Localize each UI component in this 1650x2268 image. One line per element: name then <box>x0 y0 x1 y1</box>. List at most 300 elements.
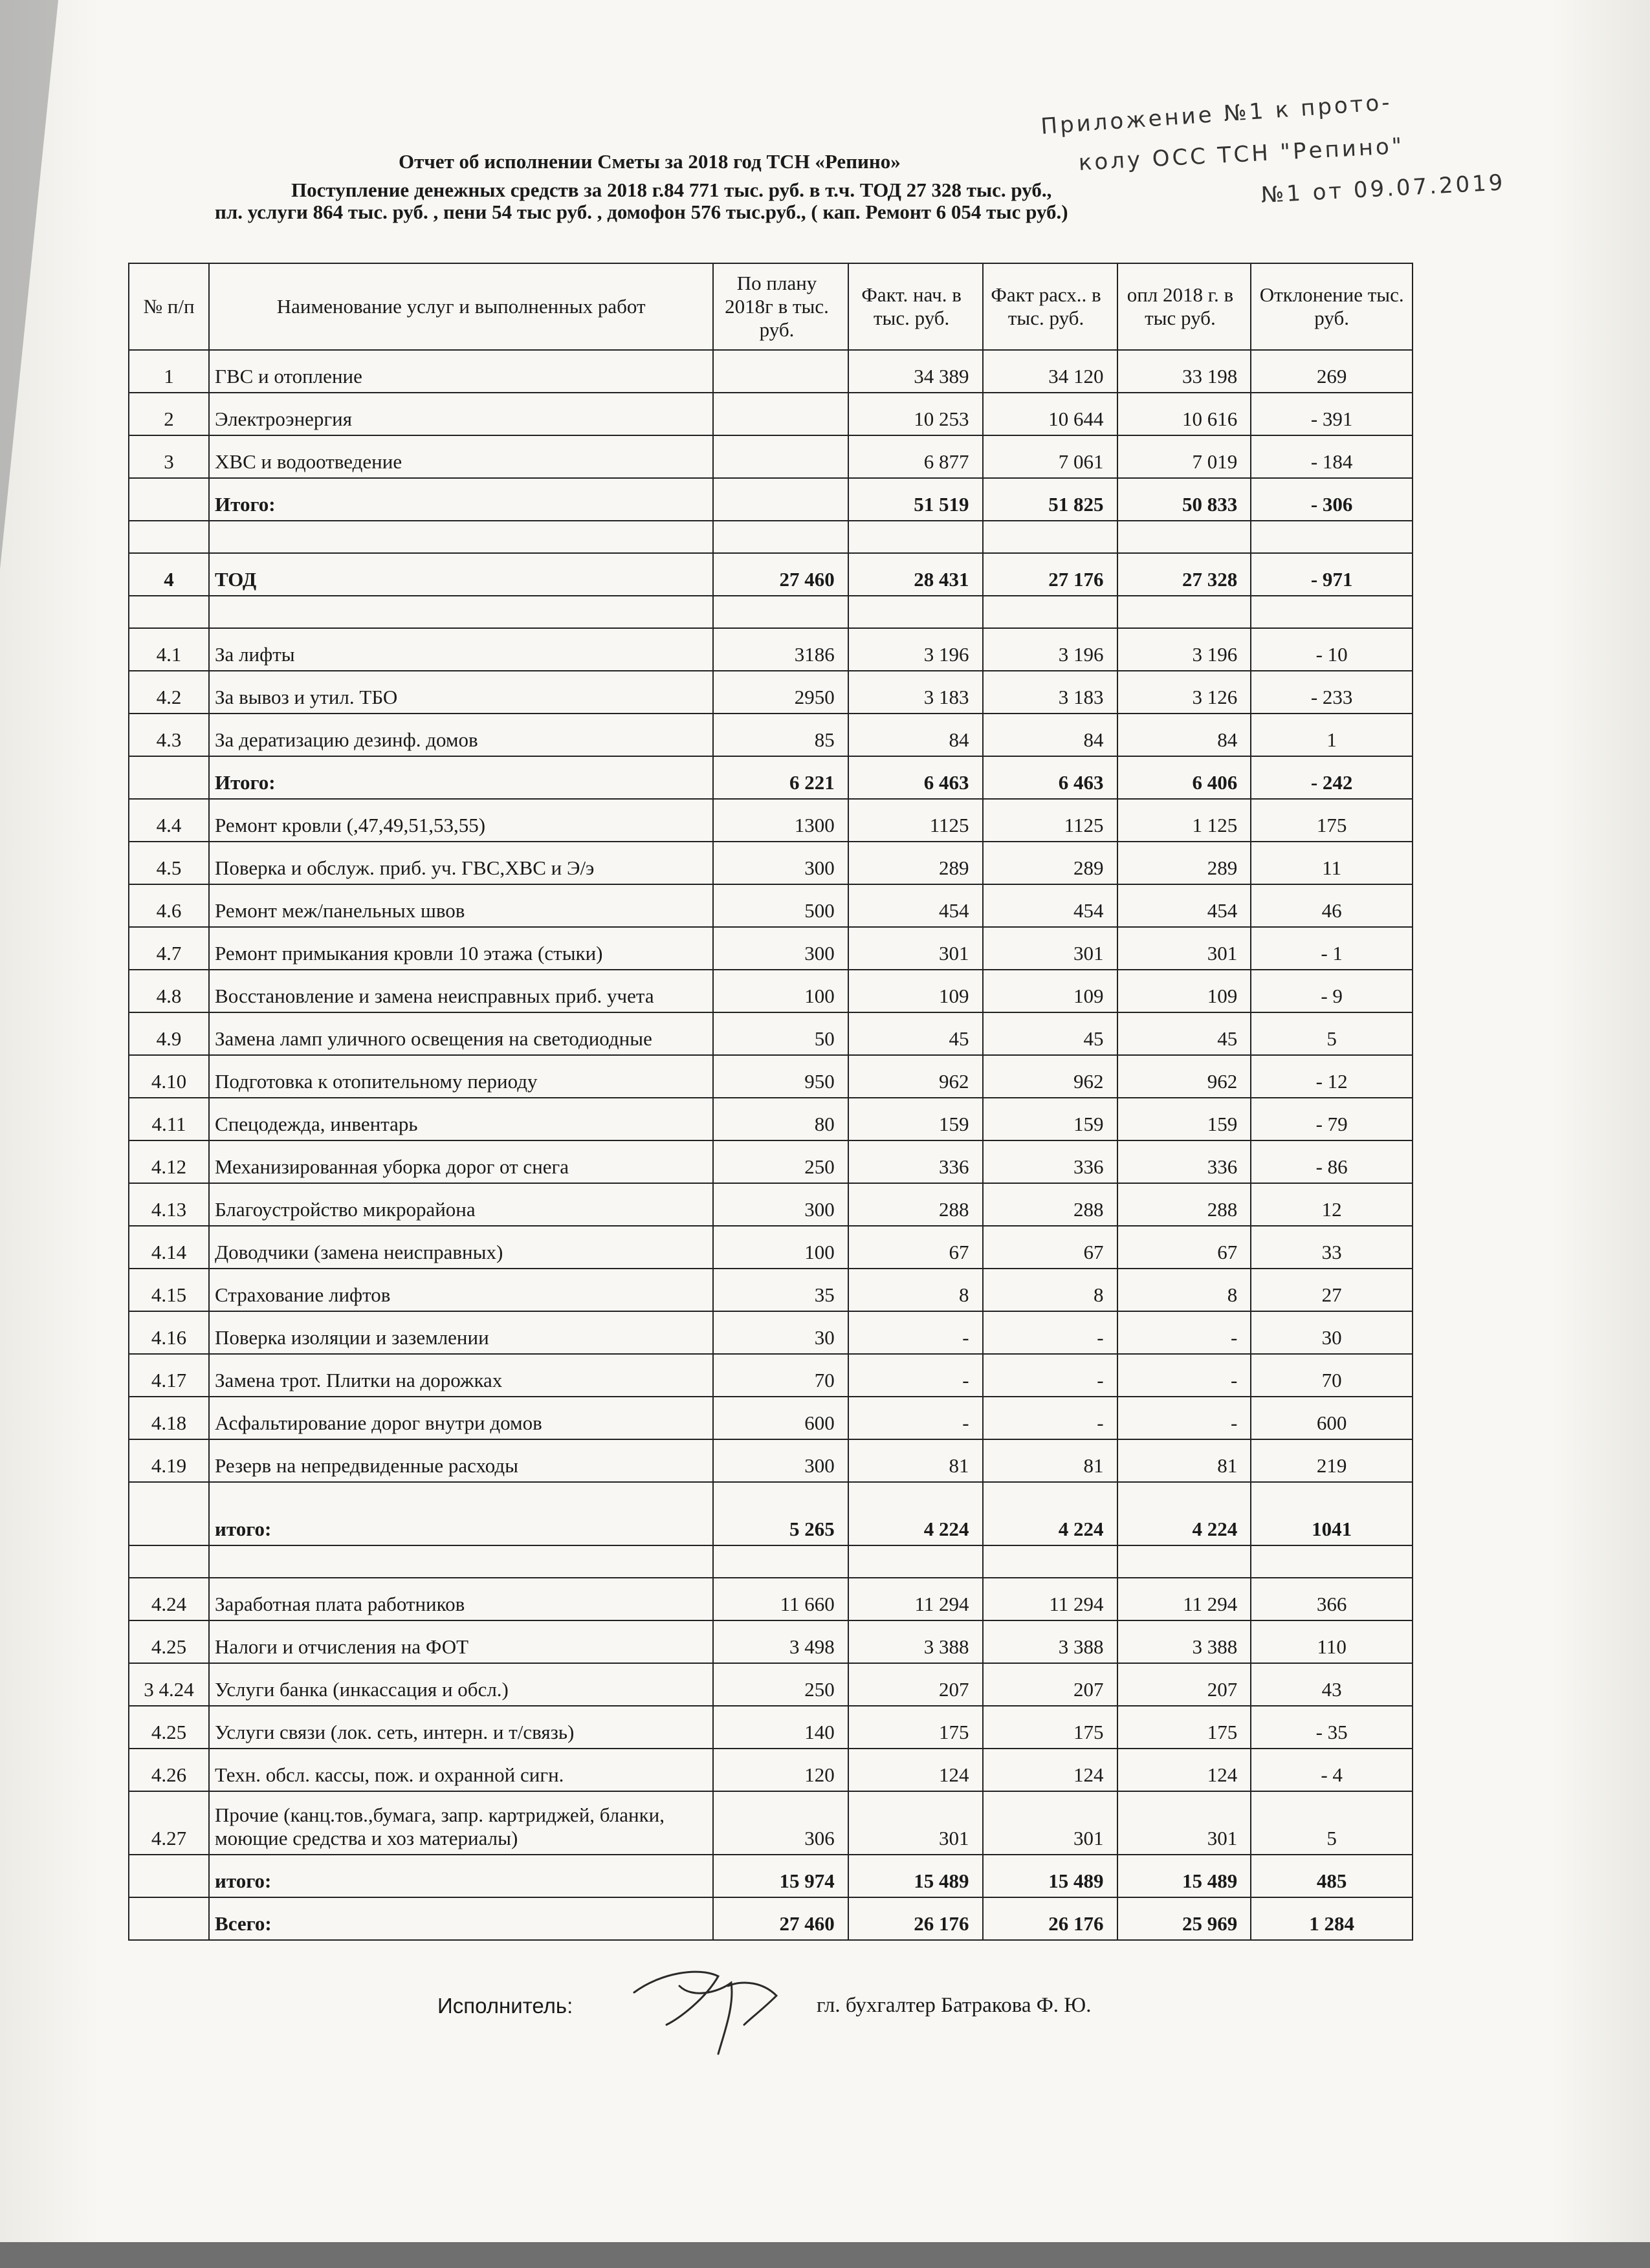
cell-dev: 5 <box>1251 1012 1413 1055</box>
cell-name: Услуги связи (лок. сеть, интерн. и т/связь) <box>209 1706 713 1749</box>
cell-dev: - 79 <box>1251 1098 1413 1140</box>
cell-fact-nach: 10 253 <box>848 393 983 435</box>
cell-fact-nach: - <box>848 1311 983 1354</box>
cell-plan: 250 <box>713 1140 848 1183</box>
cell-name: Замена ламп уличного освещения на светодиодные <box>209 1012 713 1055</box>
cell-name: Всего: <box>209 1897 713 1940</box>
table-row <box>129 927 1413 970</box>
cell-fact-nach: 11 294 <box>848 1578 983 1620</box>
cell-fact-nach: 6 877 <box>848 435 983 478</box>
cell-plan: 306 <box>713 1791 848 1855</box>
cell-fact-nach: 124 <box>848 1749 983 1791</box>
cell-name: Услуги банка (инкассация и обсл.) <box>209 1663 713 1706</box>
cell-opl: 1 125 <box>1117 799 1251 842</box>
cell-fact-nach: 15 489 <box>848 1855 983 1897</box>
cell-plan: 85 <box>713 714 848 756</box>
cell-fact-nach: 962 <box>848 1055 983 1098</box>
cell-name: Прочие (канц.тов.,бумага, запр. картриджей, бланки, моющие средства и хоз материалы) <box>209 1791 713 1855</box>
cell-name: Заработная плата работников <box>209 1578 713 1620</box>
cell-dev: - 184 <box>1251 435 1413 478</box>
cell-num <box>129 1545 209 1578</box>
cell-plan: 120 <box>713 1749 848 1791</box>
cell-name: Ремонт кровли (,47,49,51,53,55) <box>209 799 713 842</box>
cell-dev <box>1251 1545 1413 1578</box>
cell-opl: 301 <box>1117 927 1251 970</box>
cell-num: 4.4 <box>129 799 209 842</box>
table-row <box>129 1226 1413 1269</box>
cell-fact-rash: 6 463 <box>983 756 1117 799</box>
cell-opl: 50 833 <box>1117 478 1251 521</box>
cell-fact-nach: 34 389 <box>848 350 983 393</box>
cell-name: Ремонт примыкания кровли 10 этажа (стыки) <box>209 927 713 970</box>
table-row <box>129 1855 1413 1897</box>
cell-opl <box>1117 1545 1251 1578</box>
handwritten-signature <box>621 1947 789 2057</box>
cell-plan: 50 <box>713 1012 848 1055</box>
cell-dev: - 12 <box>1251 1055 1413 1098</box>
cell-name: Электроэнергия <box>209 393 713 435</box>
col-header-opl: опл 2018 г. в тыс руб. <box>1117 263 1251 350</box>
cell-name <box>209 596 713 628</box>
cell-name: Налоги и отчисления на ФОТ <box>209 1620 713 1663</box>
cell-plan: 600 <box>713 1397 848 1439</box>
cell-plan: 30 <box>713 1311 848 1354</box>
cell-dev: - 4 <box>1251 1749 1413 1791</box>
cell-opl: 3 126 <box>1117 671 1251 714</box>
cell-name <box>209 1545 713 1578</box>
cell-fact-nach: 8 <box>848 1269 983 1311</box>
cell-num: 4.25 <box>129 1706 209 1749</box>
cell-name: За дератизацию дезинф. домов <box>209 714 713 756</box>
table-row <box>129 1012 1413 1055</box>
cell-fact-rash: 336 <box>983 1140 1117 1183</box>
table-row <box>129 1620 1413 1663</box>
cell-name: Техн. обсл. кассы, пож. и охранной сигн. <box>209 1749 713 1791</box>
cell-opl <box>1117 596 1251 628</box>
cell-dev: - 9 <box>1251 970 1413 1012</box>
cell-dev: 43 <box>1251 1663 1413 1706</box>
col-header-fact-rash: Факт расх.. в тыс. руб. <box>983 263 1117 350</box>
cell-fact-nach: 3 196 <box>848 628 983 671</box>
cell-num <box>129 521 209 553</box>
cell-fact-rash: 26 176 <box>983 1897 1117 1940</box>
cell-name: Поверка изоляции и заземлении <box>209 1311 713 1354</box>
table-row <box>129 553 1413 596</box>
cell-dev: - 86 <box>1251 1140 1413 1183</box>
cell-dev <box>1251 596 1413 628</box>
cell-dev: 12 <box>1251 1183 1413 1226</box>
cell-fact-rash: 289 <box>983 842 1117 884</box>
cell-name: За вывоз и утил. ТБО <box>209 671 713 714</box>
cell-name: Ремонт меж/панельных швов <box>209 884 713 927</box>
cell-opl: 10 616 <box>1117 393 1251 435</box>
cell-fact-nach: 81 <box>848 1439 983 1482</box>
cell-num: 4.10 <box>129 1055 209 1098</box>
cell-plan: 27 460 <box>713 1897 848 1940</box>
cell-plan: 100 <box>713 1226 848 1269</box>
cell-dev: 11 <box>1251 842 1413 884</box>
cell-fact-nach: 159 <box>848 1098 983 1140</box>
cell-opl: 7 019 <box>1117 435 1251 478</box>
cell-dev: 1 <box>1251 714 1413 756</box>
cell-num: 4.13 <box>129 1183 209 1226</box>
cell-name: итого: <box>209 1855 713 1897</box>
cell-num: 2 <box>129 393 209 435</box>
cell-fact-nach <box>848 596 983 628</box>
cell-plan: 950 <box>713 1055 848 1098</box>
cell-fact-nach: 51 519 <box>848 478 983 521</box>
table-row <box>129 1439 1413 1482</box>
cell-num <box>129 596 209 628</box>
cell-fact-nach <box>848 1545 983 1578</box>
cell-fact-rash: 301 <box>983 1791 1117 1855</box>
col-header-name: Наименование услуг и выполненных работ <box>209 263 713 350</box>
cell-plan: 3 498 <box>713 1620 848 1663</box>
budget-report-table <box>128 263 1413 1941</box>
table-row <box>129 435 1413 478</box>
cell-opl <box>1117 521 1251 553</box>
cell-plan: 6 221 <box>713 756 848 799</box>
cell-dev: - 35 <box>1251 1706 1413 1749</box>
cell-num: 4.9 <box>129 1012 209 1055</box>
cell-dev: 27 <box>1251 1269 1413 1311</box>
cell-fact-rash: 301 <box>983 927 1117 970</box>
cell-fact-rash: - <box>983 1311 1117 1354</box>
table-row <box>129 1791 1413 1855</box>
cell-num: 4.25 <box>129 1620 209 1663</box>
table-row <box>129 884 1413 927</box>
executor-name: гл. бухгалтер Батракова Ф. Ю. <box>817 1994 1092 2017</box>
cell-dev: 175 <box>1251 799 1413 842</box>
cell-fact-nach: - <box>848 1397 983 1439</box>
cell-fact-rash: 3 196 <box>983 628 1117 671</box>
cell-dev <box>1251 521 1413 553</box>
cell-opl: - <box>1117 1397 1251 1439</box>
cell-plan: 80 <box>713 1098 848 1140</box>
cell-dev: - 1 <box>1251 927 1413 970</box>
cell-plan: 11 660 <box>713 1578 848 1620</box>
table-row <box>129 628 1413 671</box>
cell-fact-nach: 336 <box>848 1140 983 1183</box>
cell-opl: 8 <box>1117 1269 1251 1311</box>
cell-num: 4.14 <box>129 1226 209 1269</box>
cell-fact-rash: 3 388 <box>983 1620 1117 1663</box>
cell-opl: 6 406 <box>1117 756 1251 799</box>
cell-plan <box>713 478 848 521</box>
cell-dev: 70 <box>1251 1354 1413 1397</box>
cell-opl: 81 <box>1117 1439 1251 1482</box>
cell-fact-nach: 301 <box>848 1791 983 1855</box>
cell-name: Резерв на непредвиденные расходы <box>209 1439 713 1482</box>
table-row <box>129 1183 1413 1226</box>
table-row <box>129 1578 1413 1620</box>
cell-opl: 109 <box>1117 970 1251 1012</box>
cell-opl: 336 <box>1117 1140 1251 1183</box>
report-extra-income-line: пл. услуги 864 тыс. руб. , пени 54 тыс руб. , домофон 576 тыс.руб., ( кап. Ремонт 6 054 тыс руб.) <box>215 201 1068 223</box>
table-row <box>129 1663 1413 1706</box>
cell-name: Благоустройство микрорайона <box>209 1183 713 1226</box>
cell-opl: 3 196 <box>1117 628 1251 671</box>
table-row <box>129 799 1413 842</box>
cell-opl: 454 <box>1117 884 1251 927</box>
table-row <box>129 1706 1413 1749</box>
table-row <box>129 714 1413 756</box>
cell-fact-rash: - <box>983 1397 1117 1439</box>
table-row <box>129 970 1413 1012</box>
cell-name: Механизированная уборка дорог от снега <box>209 1140 713 1183</box>
cell-fact-rash: 67 <box>983 1226 1117 1269</box>
cell-name: Восстановление и замена неисправных приб. учета <box>209 970 713 1012</box>
table-row <box>129 1397 1413 1439</box>
cell-plan <box>713 521 848 553</box>
cell-opl: 289 <box>1117 842 1251 884</box>
table-row <box>129 1545 1413 1578</box>
table-row <box>129 1269 1413 1311</box>
report-title: Отчет об исполнении Сметы за 2018 год ТСН «Репино» <box>399 150 901 173</box>
cell-dev: 366 <box>1251 1578 1413 1620</box>
cell-fact-nach: 67 <box>848 1226 983 1269</box>
cell-num: 4.6 <box>129 884 209 927</box>
cell-opl: 84 <box>1117 714 1251 756</box>
cell-name: Итого: <box>209 478 713 521</box>
cell-fact-rash: 454 <box>983 884 1117 927</box>
cell-num: 4.16 <box>129 1311 209 1354</box>
col-header-plan: По плану 2018г в тыс. руб. <box>713 263 848 350</box>
cell-opl: 45 <box>1117 1012 1251 1055</box>
cell-num: 4.2 <box>129 671 209 714</box>
cell-name: итого: <box>209 1482 713 1545</box>
cell-num: 4.19 <box>129 1439 209 1482</box>
cell-dev: - 971 <box>1251 553 1413 596</box>
cell-fact-rash: 159 <box>983 1098 1117 1140</box>
cell-fact-nach: 84 <box>848 714 983 756</box>
cell-plan: 300 <box>713 842 848 884</box>
cell-opl: 11 294 <box>1117 1578 1251 1620</box>
cell-plan: 3186 <box>713 628 848 671</box>
cell-opl: - <box>1117 1311 1251 1354</box>
cell-plan: 27 460 <box>713 553 848 596</box>
cell-fact-rash: 7 061 <box>983 435 1117 478</box>
cell-num <box>129 1897 209 1940</box>
cell-opl: 3 388 <box>1117 1620 1251 1663</box>
cell-num: 4.24 <box>129 1578 209 1620</box>
cell-fact-nach: 175 <box>848 1706 983 1749</box>
cell-opl: 159 <box>1117 1098 1251 1140</box>
cell-num <box>129 1855 209 1897</box>
table-body <box>129 350 1413 1940</box>
cell-plan: 250 <box>713 1663 848 1706</box>
cell-name: ХВС и водоотведение <box>209 435 713 478</box>
cell-fact-rash: 10 644 <box>983 393 1117 435</box>
cell-dev: 46 <box>1251 884 1413 927</box>
table-row <box>129 1055 1413 1098</box>
cell-opl: 67 <box>1117 1226 1251 1269</box>
cell-fact-nach: 3 183 <box>848 671 983 714</box>
cell-dev: - 233 <box>1251 671 1413 714</box>
cell-opl: 15 489 <box>1117 1855 1251 1897</box>
cell-fact-nach: 301 <box>848 927 983 970</box>
cell-opl: 33 198 <box>1117 350 1251 393</box>
table-row <box>129 671 1413 714</box>
table-row <box>129 1311 1413 1354</box>
cell-num <box>129 1482 209 1545</box>
cell-plan <box>713 1545 848 1578</box>
cell-plan: 35 <box>713 1269 848 1311</box>
cell-dev: 33 <box>1251 1226 1413 1269</box>
cell-num: 4.18 <box>129 1397 209 1439</box>
table-row <box>129 478 1413 521</box>
cell-opl: 4 224 <box>1117 1482 1251 1545</box>
cell-fact-rash <box>983 521 1117 553</box>
cell-dev: 1041 <box>1251 1482 1413 1545</box>
cell-plan: 100 <box>713 970 848 1012</box>
cell-dev: 600 <box>1251 1397 1413 1439</box>
table-header-row <box>129 263 1413 350</box>
cell-fact-rash: 175 <box>983 1706 1117 1749</box>
cell-dev: 5 <box>1251 1791 1413 1855</box>
cell-num: 4.7 <box>129 927 209 970</box>
cell-name: ТОД <box>209 553 713 596</box>
cell-fact-rash: 962 <box>983 1055 1117 1098</box>
cell-fact-rash <box>983 596 1117 628</box>
cell-plan <box>713 596 848 628</box>
cell-fact-nach: 4 224 <box>848 1482 983 1545</box>
cell-opl: 25 969 <box>1117 1897 1251 1940</box>
cell-name: Спецодежда, инвентарь <box>209 1098 713 1140</box>
cell-plan: 2950 <box>713 671 848 714</box>
cell-fact-rash: - <box>983 1354 1117 1397</box>
executor-label: Исполнитель: <box>437 1994 573 2018</box>
cell-plan: 15 974 <box>713 1855 848 1897</box>
cell-dev: 269 <box>1251 350 1413 393</box>
cell-plan: 500 <box>713 884 848 927</box>
cell-fact-nach: 109 <box>848 970 983 1012</box>
cell-fact-rash: 207 <box>983 1663 1117 1706</box>
cell-opl: 288 <box>1117 1183 1251 1226</box>
cell-name <box>209 521 713 553</box>
cell-num: 4.3 <box>129 714 209 756</box>
table-row <box>129 1098 1413 1140</box>
cell-fact-nach: 28 431 <box>848 553 983 596</box>
table-row <box>129 596 1413 628</box>
cell-plan: 1300 <box>713 799 848 842</box>
cell-dev: - 306 <box>1251 478 1413 521</box>
cell-plan: 300 <box>713 1183 848 1226</box>
cell-fact-rash: 51 825 <box>983 478 1117 521</box>
cell-opl: 301 <box>1117 1791 1251 1855</box>
cell-dev: 485 <box>1251 1855 1413 1897</box>
cell-fact-rash <box>983 1545 1117 1578</box>
cell-num: 4.15 <box>129 1269 209 1311</box>
cell-name: За лифты <box>209 628 713 671</box>
cell-fact-rash: 124 <box>983 1749 1117 1791</box>
cell-fact-rash: 4 224 <box>983 1482 1117 1545</box>
cell-plan <box>713 350 848 393</box>
cell-plan: 300 <box>713 927 848 970</box>
table-row <box>129 1749 1413 1791</box>
cell-fact-nach: 6 463 <box>848 756 983 799</box>
cell-num: 4.27 <box>129 1791 209 1855</box>
cell-name: Страхование лифтов <box>209 1269 713 1311</box>
cell-opl: - <box>1117 1354 1251 1397</box>
cell-dev: 1 284 <box>1251 1897 1413 1940</box>
cell-opl: 27 328 <box>1117 553 1251 596</box>
cell-fact-nach <box>848 521 983 553</box>
cell-num: 4 <box>129 553 209 596</box>
cell-opl: 175 <box>1117 1706 1251 1749</box>
table-row <box>129 1897 1413 1940</box>
cell-fact-nach: 288 <box>848 1183 983 1226</box>
table-row <box>129 1354 1413 1397</box>
cell-fact-rash: 1125 <box>983 799 1117 842</box>
cell-fact-rash: 15 489 <box>983 1855 1117 1897</box>
cell-name: Поверка и обслуж. приб. уч. ГВС,ХВС и Э/э <box>209 842 713 884</box>
cell-fact-rash: 84 <box>983 714 1117 756</box>
table-row <box>129 350 1413 393</box>
cell-fact-nach: 26 176 <box>848 1897 983 1940</box>
cell-dev: 110 <box>1251 1620 1413 1663</box>
handwritten-note-line2: колу ОСС ТСН "Репино" <box>1077 133 1405 176</box>
table-row <box>129 842 1413 884</box>
cell-fact-nach: 207 <box>848 1663 983 1706</box>
cell-plan: 300 <box>713 1439 848 1482</box>
cell-plan <box>713 393 848 435</box>
cell-plan: 70 <box>713 1354 848 1397</box>
table-row <box>129 521 1413 553</box>
cell-name: ГВС и отопление <box>209 350 713 393</box>
cell-fact-rash: 11 294 <box>983 1578 1117 1620</box>
cell-num: 4.17 <box>129 1354 209 1397</box>
cell-dev: 30 <box>1251 1311 1413 1354</box>
cell-name: Замена трот. Плитки на дорожках <box>209 1354 713 1397</box>
report-income-line: Поступление денежных средств за 2018 г.84 771 тыс. руб. в т.ч. ТОД 27 328 тыс. руб., <box>291 179 1052 201</box>
cell-name: Итого: <box>209 756 713 799</box>
cell-plan <box>713 435 848 478</box>
cell-fact-rash: 81 <box>983 1439 1117 1482</box>
cell-fact-nach: 454 <box>848 884 983 927</box>
cell-plan: 5 265 <box>713 1482 848 1545</box>
cell-num: 4.8 <box>129 970 209 1012</box>
cell-fact-rash: 288 <box>983 1183 1117 1226</box>
cell-name: Подготовка к отопительному периоду <box>209 1055 713 1098</box>
cell-dev: - 10 <box>1251 628 1413 671</box>
cell-num <box>129 478 209 521</box>
cell-num: 4.11 <box>129 1098 209 1140</box>
cell-dev: - 242 <box>1251 756 1413 799</box>
cell-opl: 124 <box>1117 1749 1251 1791</box>
cell-fact-rash: 8 <box>983 1269 1117 1311</box>
handwritten-note-line3: №1 от 09.07.2019 <box>1260 169 1506 208</box>
cell-fact-rash: 27 176 <box>983 553 1117 596</box>
table-row <box>129 756 1413 799</box>
cell-plan: 140 <box>713 1706 848 1749</box>
page-fold-shadow <box>0 0 58 569</box>
cell-num <box>129 756 209 799</box>
cell-name: Доводчики (замена неисправных) <box>209 1226 713 1269</box>
cell-num: 4.5 <box>129 842 209 884</box>
table-row <box>129 393 1413 435</box>
cell-fact-nach: 1125 <box>848 799 983 842</box>
cell-num: 3 <box>129 435 209 478</box>
col-header-deviation: Отклонение тыс. руб. <box>1251 263 1413 350</box>
cell-fact-rash: 3 183 <box>983 671 1117 714</box>
col-header-fact-nach: Факт. нач. в тыс. руб. <box>848 263 983 350</box>
cell-opl: 962 <box>1117 1055 1251 1098</box>
cell-num: 1 <box>129 350 209 393</box>
cell-num: 4.1 <box>129 628 209 671</box>
cell-opl: 207 <box>1117 1663 1251 1706</box>
cell-name: Асфальтирование дорог внутри домов <box>209 1397 713 1439</box>
